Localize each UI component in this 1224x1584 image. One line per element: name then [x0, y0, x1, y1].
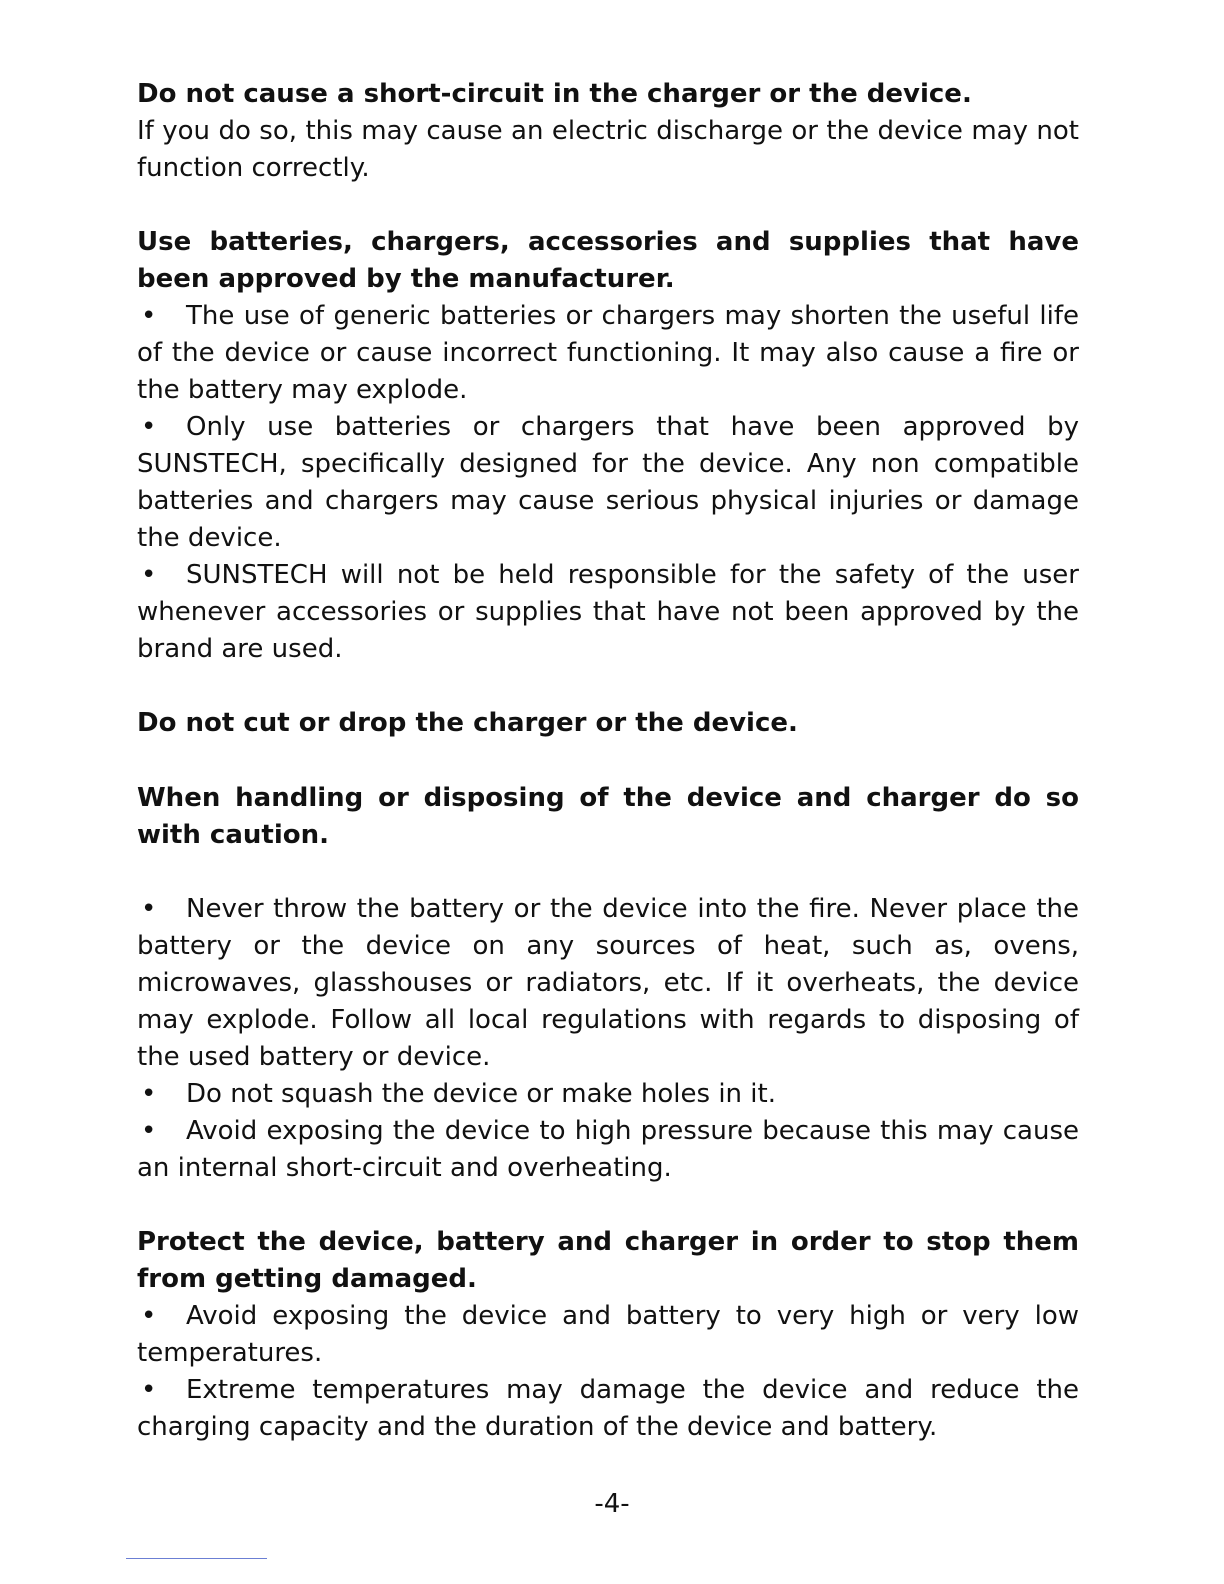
list-item-text: Only use batteries or chargers that have been approved by SUNSTECH, specifically designed for the device. Any non compatible batteries and chargers may cause serious physical injuries or damage the device. — [137, 412, 1079, 553]
section-paragraph: If you do so, this may cause an electric discharge or the device may not function correctly. — [137, 116, 1079, 183]
section-heading: Do not cause a short-circuit in the charger or the device. — [137, 79, 972, 109]
section-do-not-cut — [137, 705, 1079, 742]
bullet-icon: • — [141, 894, 157, 924]
list-item-text: Do not squash the device or make holes in it. — [186, 1079, 776, 1109]
section-heading: Do not cut or drop the charger or the device. — [137, 708, 798, 738]
bullet-icon: • — [141, 1079, 157, 1109]
section-heading: Use batteries, chargers, accessories and supplies that have been approved by the manufacturer. — [137, 227, 1079, 294]
list-item-text: Avoid exposing the device and battery to very high or very low temperatures. — [137, 1301, 1079, 1368]
list-item-text: The use of generic batteries or chargers may shorten the useful life of the device or cause incorrect functioning. It may also cause a fire or the battery may explode. — [137, 301, 1079, 405]
bullet-icon: • — [141, 1301, 157, 1331]
list-item — [137, 409, 1079, 557]
section-heading: Protect the device, battery and charger in order to stop them from getting damaged. — [137, 1227, 1079, 1294]
list-item — [137, 1113, 1079, 1187]
list-item-text: Never throw the battery or the device into the fire. Never place the battery or the device on any sources of heat, such as, ovens, microwaves, glasshouses or radiators, etc. If it overheats, the device may explode. Follow all local regulations with regards to disposing of the used battery or device. — [137, 894, 1079, 1072]
bullet-icon: • — [141, 301, 157, 331]
bullet-icon: • — [141, 1375, 157, 1405]
bullet-icon: • — [141, 560, 157, 590]
document-page — [137, 76, 1079, 1446]
list-item-text: SUNSTECH will not be held responsible for the safety of the user whenever accessories or supplies that have not been approved by the brand are used. — [137, 560, 1079, 664]
bullet-icon: • — [141, 1116, 157, 1146]
list-item — [137, 891, 1079, 1076]
list-item — [137, 557, 1079, 668]
section-protect-device — [137, 1224, 1079, 1446]
list-item — [137, 298, 1079, 409]
section-approved-accessories — [137, 224, 1079, 668]
list-item — [137, 1372, 1079, 1446]
list-item-text: Extreme temperatures may damage the device and reduce the charging capacity and the duration of the device and battery. — [137, 1375, 1079, 1442]
bullet-icon: • — [141, 412, 157, 442]
list-item — [137, 1076, 1079, 1113]
section-short-circuit — [137, 76, 1079, 187]
page-number: -4- — [594, 1489, 630, 1519]
footer-divider — [126, 1558, 267, 1559]
list-item — [137, 1298, 1079, 1372]
section-handling-disposal — [137, 780, 1079, 1187]
section-heading: When handling or disposing of the device and charger do so with caution. — [137, 783, 1079, 850]
list-item-text: Avoid exposing the device to high pressure because this may cause an internal short-circuit and overheating. — [137, 1116, 1079, 1183]
